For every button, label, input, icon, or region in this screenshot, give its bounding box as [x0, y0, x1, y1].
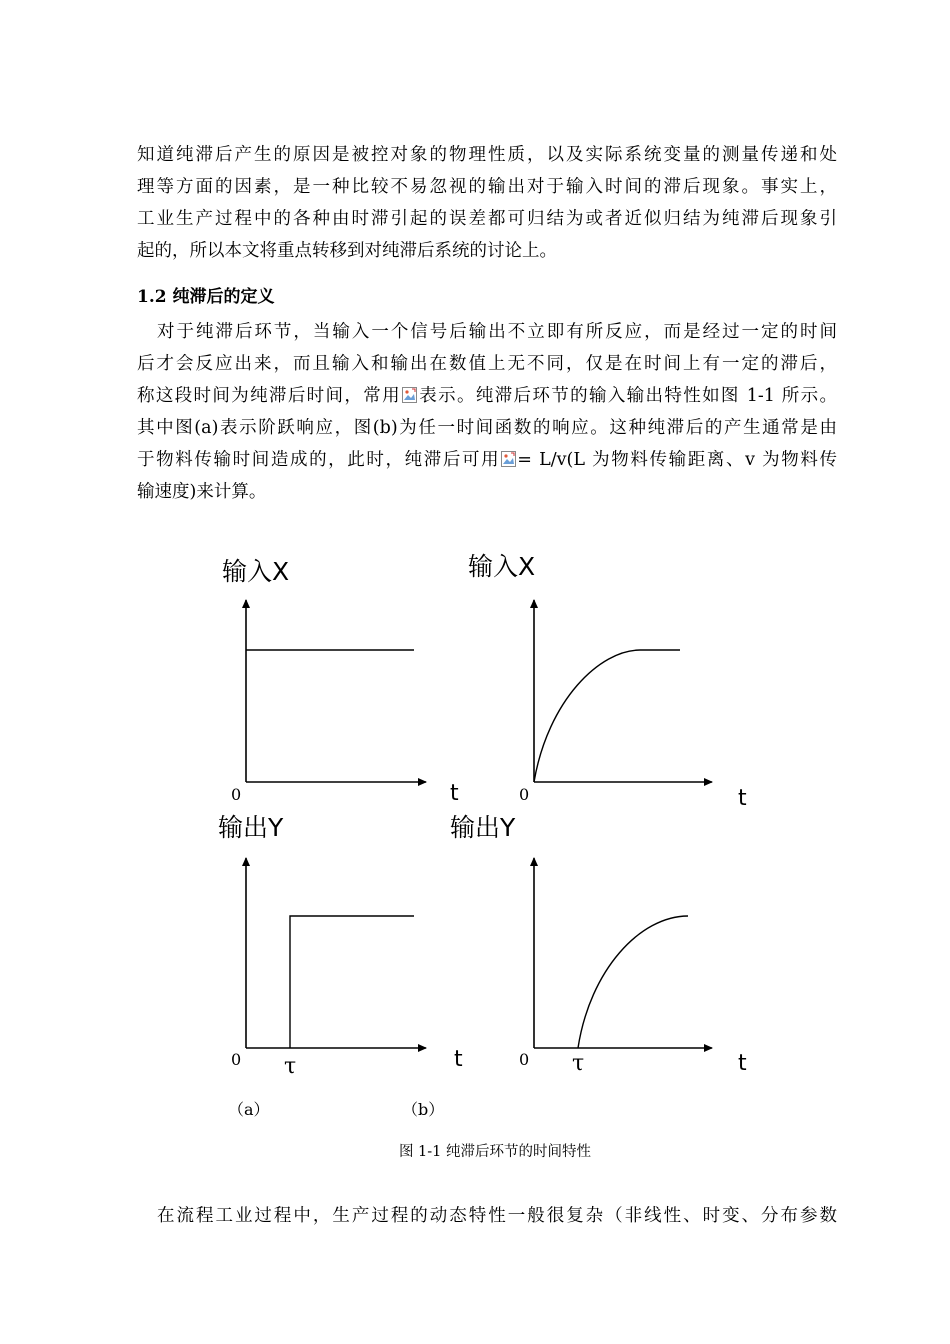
origin-label: 0 [519, 785, 530, 804]
plot-a-input [222, 557, 459, 806]
t-axis-label: t [738, 786, 747, 811]
t-axis-label: t [738, 1051, 747, 1076]
text-line: 起的，所以本文将重点转移到对纯滞后系统的讨论上。 [137, 241, 557, 261]
t-axis-label: t [450, 781, 459, 806]
origin-label: 0 [231, 1050, 242, 1069]
text-line: 后才会反应出来，而且输入和输出在数值上无不同，仅是在时间上有一定的滞后， [137, 354, 837, 374]
delayed-step-output-line [290, 916, 414, 1048]
paragraph-process [137, 1200, 837, 1232]
text-line: 工业生产过程中的各种由时滞引起的误差都可归结为或者近似归结为纯滞后现象引 [137, 209, 837, 229]
text-segment: 于物料传输时间造成的，此时，纯滞后可用 [137, 450, 501, 470]
text-line: 在流程工业过程中，生产过程的动态特性一般很复杂（非线性、时变、分布参数 [157, 1206, 837, 1226]
tau-label: τ [572, 1051, 585, 1076]
origin-label: 0 [231, 785, 242, 804]
delayed-exponential-output-curve [578, 916, 688, 1048]
text-segment: 称这段时间为纯滞后时间，常用 [137, 386, 401, 406]
output-axis-label: 输出Y [218, 813, 284, 842]
input-axis-label: 输入X [222, 557, 290, 586]
text-line: 输速度)来计算。 [137, 482, 267, 502]
text-line: 其中图(a)表示阶跃响应，图(b)为任一时间函数的响应。这种纯滞后的产生通常是由 [137, 418, 837, 438]
text-line: 知道纯滞后产生的原因是被控对象的物理性质，以及实际系统变量的测量传递和处 [137, 145, 837, 165]
text-line: 对于纯滞后环节，当输入一个信号后输出不立即有所反应，而是经过一定的时间 [157, 322, 837, 342]
t-axis-label: t [454, 1047, 463, 1072]
subfigure-label-a: （a） [228, 1100, 270, 1119]
text-segment: = L/v(L 为物料传输距离、v 为物料传 [517, 450, 837, 470]
tau-label: τ [284, 1054, 297, 1079]
subfigure-label-b: （b） [402, 1100, 445, 1119]
text-line: 理等方面的因素，是一种比较不易忽视的输出对于输入时间的滞后现象。事实上， [137, 177, 837, 197]
section-heading: 1.2 纯滞后的定义 [137, 287, 275, 307]
input-axis-label: 输入X [468, 552, 536, 581]
text-segment: 表示。纯滞后环节的输入输出特性如图 1-1 所示。 [417, 386, 837, 406]
origin-label: 0 [519, 1050, 530, 1069]
plot-a-output [218, 813, 463, 1079]
output-axis-label: 输出Y [450, 813, 516, 842]
exponential-input-curve [534, 650, 680, 782]
plot-b-input [468, 552, 747, 811]
figure-caption: 图 1-1 纯滞后环节的时间特性 [398, 1144, 592, 1160]
plot-b-output [450, 813, 747, 1076]
